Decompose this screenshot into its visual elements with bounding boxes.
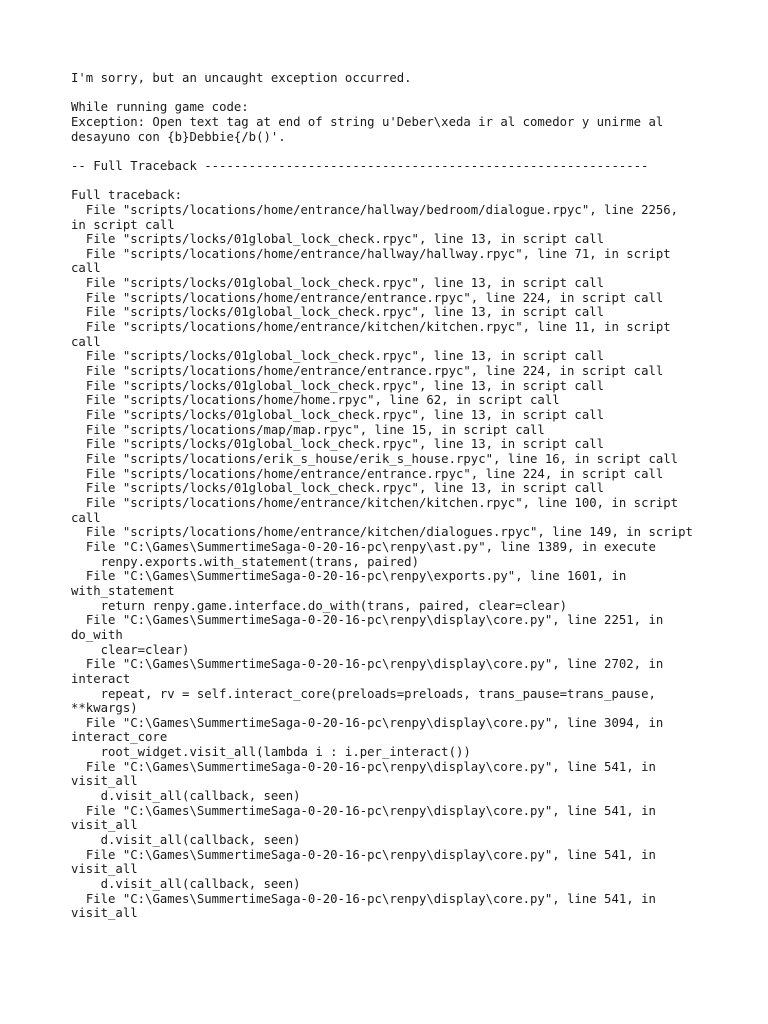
traceback-line: File "scripts/locks/01global_lock_check.rpyc", line 13, in script call xyxy=(71,232,605,247)
traceback-line: File "C:\Games\SummertimeSaga-0-20-16-pc\renpy\display\core.py", line 541, in visit_all xyxy=(71,759,664,789)
traceback-line: File "scripts/locations/home/entrance/entrance.rpyc", line 224, in script call xyxy=(71,466,664,481)
traceback-line: File "scripts/locks/01global_lock_check.rpyc", line 13, in script call xyxy=(71,349,605,364)
apology-text: I'm sorry, but an uncaught exception occurred. xyxy=(71,71,412,85)
error-report xyxy=(71,71,695,921)
traceback-line: root_widget.visit_all(lambda i : i.per_interact()) xyxy=(71,745,471,760)
traceback-line: d.visit_all(callback, seen) xyxy=(71,789,301,804)
traceback-divider: -- Full Traceback ------------------------------------------------------------ xyxy=(71,158,649,173)
traceback-line: File "C:\Games\SummertimeSaga-0-20-16-pc\renpy\display\core.py", line 2251, in do_with xyxy=(71,613,671,642)
traceback-line: File "C:\Games\SummertimeSaga-0-20-16-pc\renpy\display\core.py", line 541, in visit_all xyxy=(71,803,664,833)
traceback-line: d.visit_all(callback, seen) xyxy=(71,877,301,892)
traceback-line: File "scripts/locations/erik_s_house/erik_s_house.rpyc", line 16, in script call xyxy=(71,452,679,467)
traceback-line: File "scripts/locations/home/home.rpyc", line 62, in script call xyxy=(71,393,560,408)
traceback-line: File "scripts/locks/01global_lock_check.rpyc", line 13, in script call xyxy=(71,408,605,423)
traceback-line: renpy.exports.with_statement(trans, paired) xyxy=(71,554,419,569)
traceback-line: File "C:\Games\SummertimeSaga-0-20-16-pc\renpy\exports.py", line 1601, in with_statement xyxy=(71,569,634,598)
traceback-line: d.visit_all(callback, seen) xyxy=(71,833,301,848)
traceback-line: File "scripts/locations/home/entrance/kitchen/kitchen.rpyc", line 11, in script call xyxy=(71,320,679,349)
traceback-line: File "scripts/locations/home/entrance/kitchen/dialogues.rpyc", line 149, in script xyxy=(71,525,693,540)
traceback-line: File "scripts/locks/01global_lock_check.rpyc", line 13, in script call xyxy=(71,305,605,320)
spacer xyxy=(71,86,695,101)
exception-context: While running game code: xyxy=(71,100,249,115)
traceback-line: repeat, rv = self.interact_core(preloads=preloads, trans_pause=trans_pause, **kwargs) xyxy=(71,686,664,716)
traceback-line: File "scripts/locations/home/entrance/hallway/bedroom/dialogue.rpyc", line 2256, in script call xyxy=(71,202,686,232)
traceback-line: File "scripts/locks/01global_lock_check.rpyc", line 13, in script call xyxy=(71,481,605,496)
traceback-line: File "scripts/locks/01global_lock_check.rpyc", line 13, in script call xyxy=(71,378,605,393)
traceback-line: File "C:\Games\SummertimeSaga-0-20-16-pc\renpy\display\core.py", line 541, in visit_all xyxy=(71,847,664,877)
traceback-line: File "scripts/locations/home/entrance/kitchen/kitchen.rpyc", line 100, in script call xyxy=(71,495,686,525)
traceback-line: File "scripts/locations/map/map.rpyc", line 15, in script call xyxy=(71,422,545,437)
traceback-line: File "scripts/locks/01global_lock_check.rpyc", line 13, in script call xyxy=(71,437,605,452)
traceback-line: clear=clear) xyxy=(71,642,190,657)
traceback-lines xyxy=(71,203,695,921)
traceback-line: File "scripts/locations/home/entrance/hallway/hallway.rpyc", line 71, in script call xyxy=(71,246,679,276)
traceback-line: File "C:\Games\SummertimeSaga-0-20-16-pc\renpy\ast.py", line 1389, in execute xyxy=(71,539,656,554)
spacer xyxy=(71,174,695,189)
exception-message: Exception: Open text tag at end of string u'Deber\xeda ir al comedor y unirme al desayuno con {b}Debbie{/b()'. xyxy=(71,114,671,144)
traceback-line: return renpy.game.interface.do_with(trans, paired, clear=clear) xyxy=(71,598,568,613)
traceback-line: File "scripts/locations/home/entrance/entrance.rpyc", line 224, in script call xyxy=(71,290,664,305)
traceback-line: File "scripts/locks/01global_lock_check.rpyc", line 13, in script call xyxy=(71,276,605,291)
traceback-line: File "C:\Games\SummertimeSaga-0-20-16-pc\renpy\display\core.py", line 2702, in interact xyxy=(71,657,671,686)
traceback-line: File "C:\Games\SummertimeSaga-0-20-16-pc\renpy\display\core.py", line 541, in visit_all xyxy=(71,891,664,921)
traceback-heading: Full traceback: xyxy=(71,188,183,203)
traceback-line: File "scripts/locations/home/entrance/entrance.rpyc", line 224, in script call xyxy=(71,364,664,379)
traceback-line: File "C:\Games\SummertimeSaga-0-20-16-pc\renpy\display\core.py", line 3094, in interact_core xyxy=(71,715,671,745)
spacer xyxy=(71,144,695,159)
